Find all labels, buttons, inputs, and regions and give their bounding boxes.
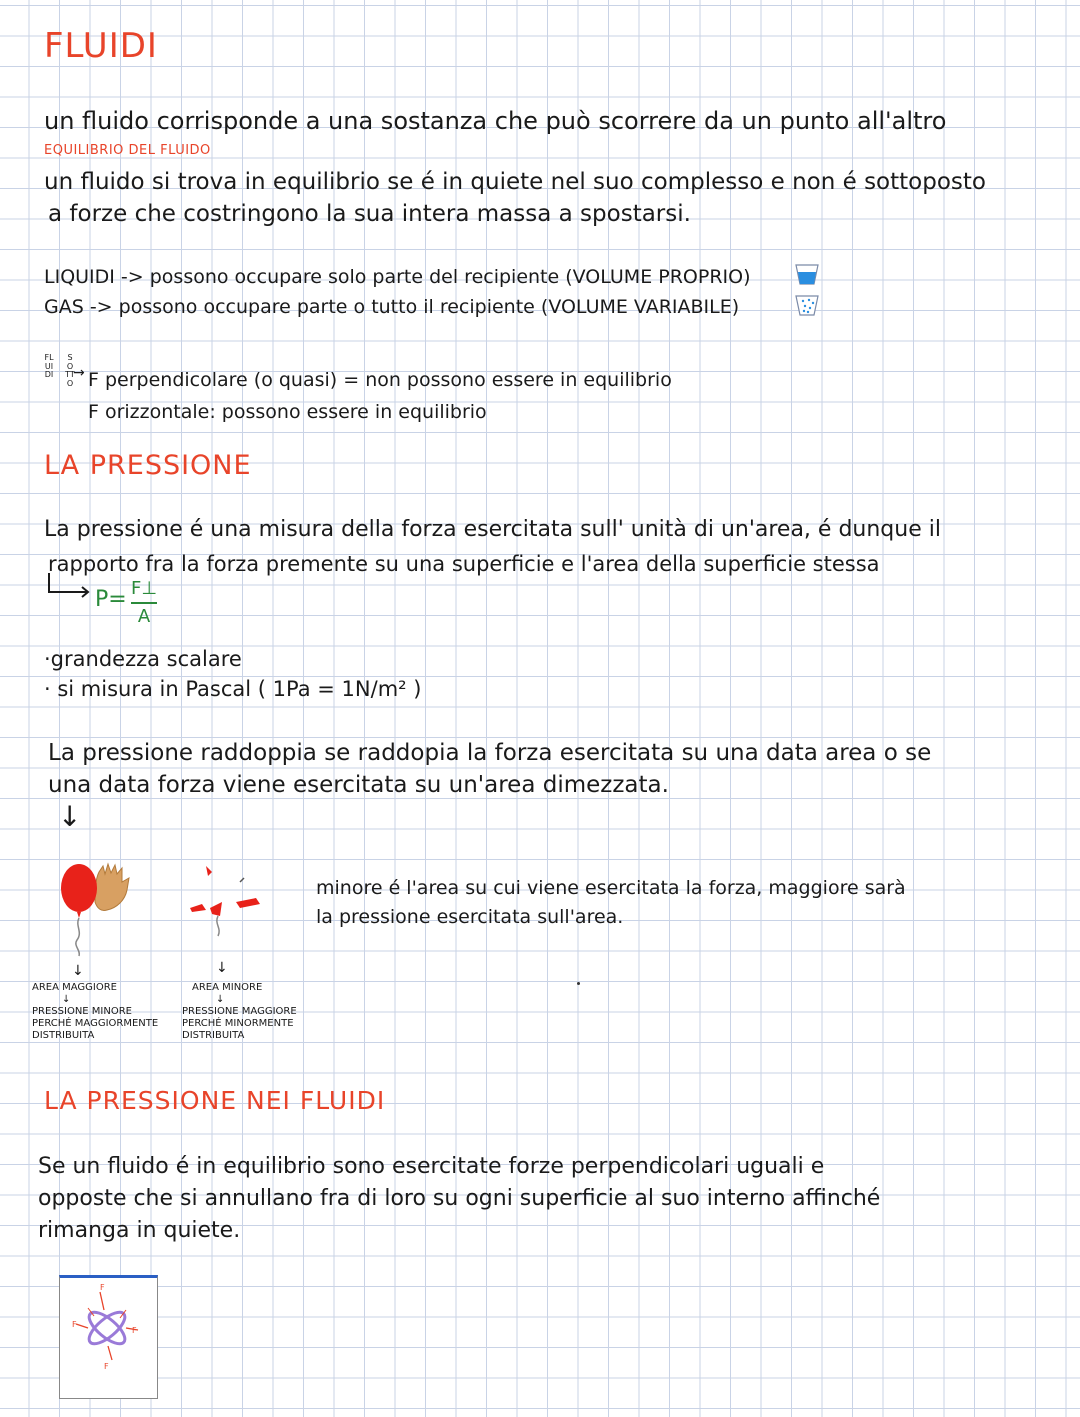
liquid-glass-icon xyxy=(794,262,820,286)
fluid-pressure-line-2: opposte che si annullano fra di loro su ogni superficie al suo interno affinché xyxy=(38,1186,881,1211)
right-caption-arrow: ↓ xyxy=(216,994,225,1005)
note-line-2: la pressione esercitata sull'area. xyxy=(316,906,624,928)
balloon-hand-icon xyxy=(55,860,145,960)
right-caption-line: PERCHÉ MINORMENTE xyxy=(182,1018,294,1029)
bullet-scalar: ·grandezza scalare xyxy=(44,647,242,671)
formula-numerator: F⊥ xyxy=(130,578,158,599)
left-caption-line: DISTRIBUITA xyxy=(32,1030,95,1041)
fluid-pressure-line-1: Se un fluido é in equilibrio sono esercitate forze perpendicolari uguali e xyxy=(38,1154,825,1179)
title-pressione: LA PRESSIONE xyxy=(44,450,252,481)
force-label: F xyxy=(100,1283,105,1292)
bullet-pascal: · si misura in Pascal ( 1Pa = 1N/m² ) xyxy=(44,677,422,701)
down-arrow-icon: ↓ xyxy=(58,800,82,833)
note-line-1: minore é l'area su cui viene esercitata la forza, maggiore sarà xyxy=(316,877,906,899)
side-label-sotto: SOTTO xyxy=(65,353,75,388)
force-label: F xyxy=(132,1326,137,1335)
equilibrium-line-1: un fluido si trova in equilibrio se é in quiete nel suo complesso e non é sottoposto xyxy=(44,169,986,195)
fluid-pressure-line-3: rimanga in quiete. xyxy=(38,1218,241,1243)
right-down-arrow-icon: ↓ xyxy=(216,960,228,976)
force-horizontal: F orizzontale: possono essere in equilibrio xyxy=(88,401,487,423)
force-label: F xyxy=(72,1320,77,1329)
liquids-line: LIQUIDI -> possono occupare solo parte del recipiente (VOLUME PROPRIO) xyxy=(44,266,751,288)
forces-diagram-icon xyxy=(62,1280,154,1390)
gas-line: GAS -> possono occupare parte o tutto il recipiente (VOLUME VARIABILE) xyxy=(44,296,740,318)
left-caption-line: PRESSIONE MINORE xyxy=(32,1006,132,1017)
side-label-fluidi: FLUIDI xyxy=(44,353,54,379)
right-caption-line: DISTRIBUITA xyxy=(182,1030,245,1041)
force-perpendicular: F perpendicolare (o quasi) = non possono essere in equilibrio xyxy=(88,369,672,391)
right-caption xyxy=(182,982,297,1042)
left-caption-line: PERCHÉ MAGGIORMENTE xyxy=(32,1018,159,1029)
dot-mark xyxy=(577,982,580,985)
fluid-definition: un fluido corrisponde a una sostanza che può scorrere da un punto all'altro xyxy=(44,107,947,135)
popped-balloon-icon xyxy=(180,862,270,952)
left-caption-arrow: ↓ xyxy=(62,994,71,1005)
double-line-2: una data forza viene esercitata su un'area dimezzata. xyxy=(48,772,669,798)
right-caption-line: AREA MINORE xyxy=(192,982,263,993)
right-caption-line: PRESSIONE MAGGIORE xyxy=(182,1006,297,1017)
formula-lhs: P= xyxy=(95,587,127,612)
gas-glass-icon xyxy=(794,293,820,317)
left-caption xyxy=(32,982,158,1042)
pressure-def-line-2: rapporto fra la forza premente su una superficie e l'area della superficie stessa xyxy=(48,552,880,576)
double-line-1: La pressione raddoppia se raddopia la forza esercitata su una data area o se xyxy=(48,740,932,766)
equilibrium-heading: EQUILIBRIO DEL FLUIDO xyxy=(44,143,211,158)
title-fluidi: FLUIDI xyxy=(44,26,158,66)
left-down-arrow-icon: ↓ xyxy=(72,963,84,979)
formula-arrow-icon xyxy=(46,572,96,602)
formula-denominator: A xyxy=(137,606,151,627)
pressure-def-line-1: La pressione é una misura della forza esercitata sull' unità di un'area, é dunque il xyxy=(44,517,941,542)
side-arrow-icon: → xyxy=(73,365,85,381)
equilibrium-line-2: a forze che costringono la sua intera massa a spostarsi. xyxy=(48,201,691,227)
force-label: F xyxy=(104,1362,109,1371)
formula-bar xyxy=(131,602,157,604)
title-pressione-fluidi: LA PRESSIONE NEI FLUIDI xyxy=(44,1086,386,1115)
left-caption-line: AREA MAGGIORE xyxy=(32,982,118,993)
